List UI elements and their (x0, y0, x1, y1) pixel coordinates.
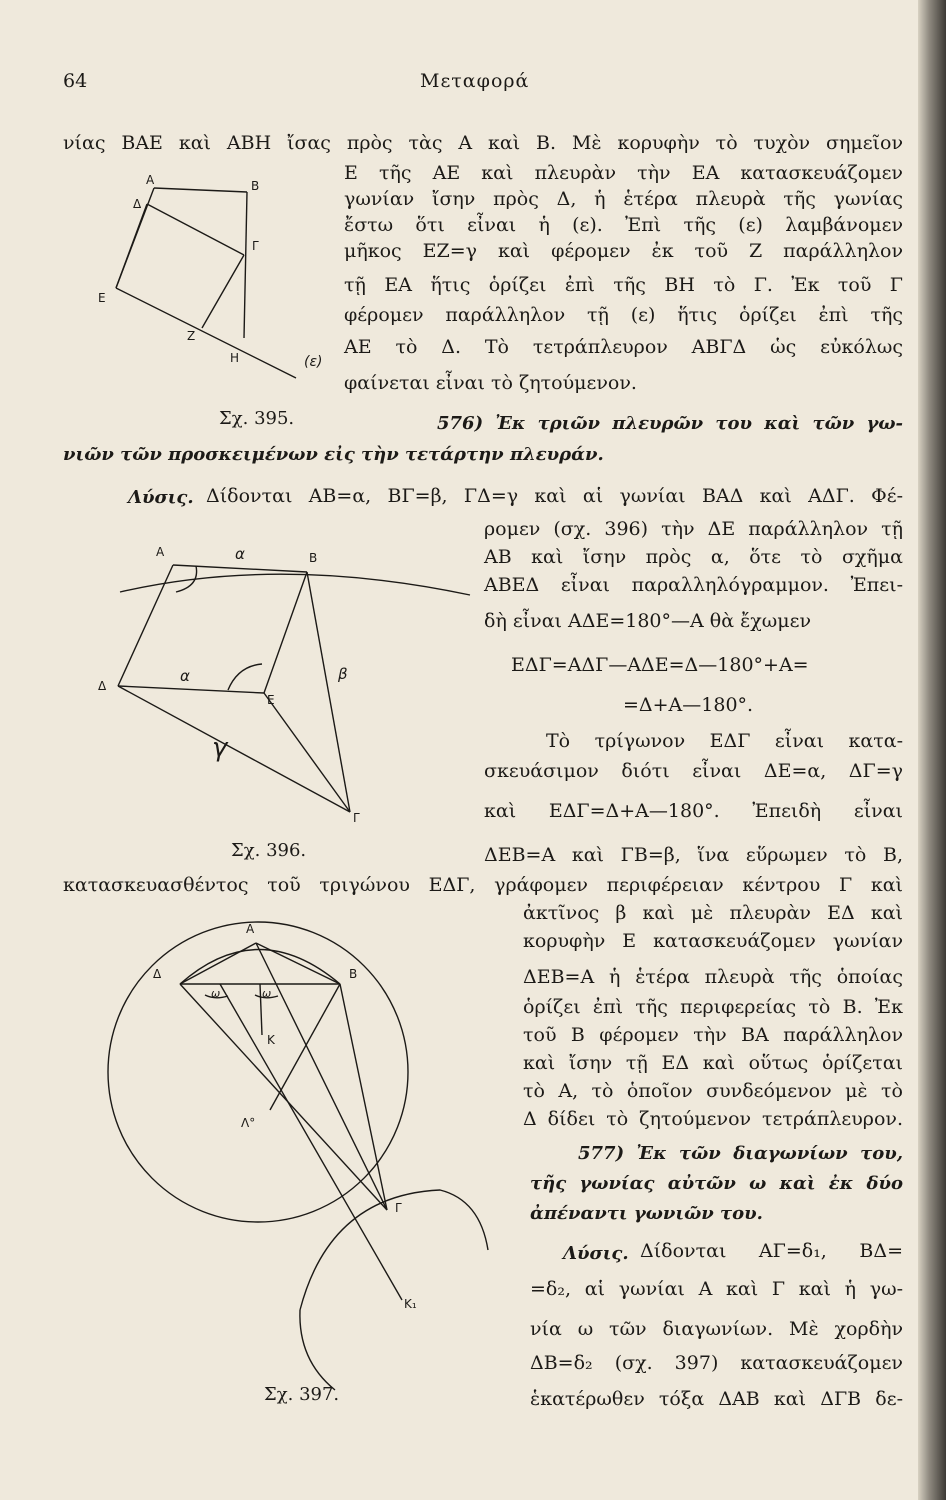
fig397-line-k1 (220, 984, 402, 1300)
text-line-4: ἔστω ὅτι εἶναι ἡ (ε). Ἐπὶ τῆς (ε) λαμβάνομεν (344, 214, 903, 236)
fig395-label-epsilon: (ε) (304, 354, 323, 370)
text-line-30: τὸ Α, τὸ ὁποῖον συνδεόμενον μὲ τὸ (523, 1080, 903, 1102)
fig397-label-b: B (349, 967, 358, 981)
text-line-6: τῇ ΕΑ ἥτις ὁρίζει ἐπὶ τῆς ΒΗ τὸ Γ. Ἐκ τοῦ Γ (344, 274, 903, 296)
text-line-8: ΑΕ τὸ Δ. Τὸ τετράπλευρον ΑΒΓΔ ὡς εὐκόλως (344, 336, 903, 358)
fig397-label-w1: ω (211, 987, 221, 1000)
text-line-29: καὶ ἴσην τῇ ΕΔ καὶ οὕτως ὁρίζεται (523, 1052, 903, 1074)
equation-2: =Δ+Α—180°. (623, 694, 754, 716)
problem-576-title-cont: νιῶν τῶν προσκειμένων εἰς τὴν τετάρτην πλευράν. (63, 444, 604, 465)
fig397-line-ab (256, 943, 340, 984)
running-title: Μεταφορά (420, 70, 530, 92)
solution-label-577: Λύσις. (563, 1243, 629, 1264)
fig397-label-k1: K₁ (404, 1297, 417, 1311)
problem-577-title-cont: τῆς γωνίας αὐτῶν ω καὶ ἐκ δύο (530, 1173, 903, 1194)
fig396-label-b: B (309, 551, 318, 565)
text-line-20: σκευάσιμον διότι εἶναι ΔΕ=α, ΔΓ=γ (484, 760, 903, 782)
text-line-14: ΑΒ καὶ ἴσην πρὸς α, ὅτε τὸ σχῆμα (484, 546, 903, 568)
fig396-label-e: E (267, 693, 275, 707)
text-line-39: ἑκατέρωθεν τόξα ΔΑΒ καὶ ΔΓΒ δε- (530, 1388, 903, 1410)
fig396-label-alpha-mid: α (180, 667, 190, 685)
text-line-37: νία ω τῶν διαγωνίων. Μὲ χορδὴν (530, 1318, 903, 1340)
fig395-label-e: E (98, 291, 106, 305)
equation-1: ΕΔΓ=ΑΔΓ—ΑΔΕ=Δ—180°+Α= (511, 654, 809, 676)
fig397-arc-lower-right (300, 1190, 488, 1310)
figure-395-caption: Σχ. 395. (219, 408, 295, 429)
fig395-label-a: A (146, 173, 155, 187)
text-line-25: κορυφὴν Ε κατασκευάζομεν γωνίαν (523, 930, 903, 952)
fig397-line-bg (340, 984, 387, 1210)
fig395-label-b: B (251, 179, 260, 193)
text-line-27: ὁρίζει ἐπὶ τῆς περιφερείας τὸ Β. Ἐκ (523, 996, 903, 1018)
text-line-36: =δ₂, αἱ γωνίαι Α καὶ Γ καὶ ἡ γω- (530, 1278, 903, 1300)
text-line-12: Δίδονται ΑΒ=α, ΒΓ=β, ΓΔ=γ καὶ αἱ γωνίαι ΒΑΔ καὶ ΑΔΓ. Φέ- (206, 485, 903, 507)
figure-397-caption: Σχ. 397. (264, 1384, 340, 1405)
text-line-2: Ε τῆς ΑΕ καὶ πλευρὰν τὴν ΕΑ κατασκευάζομεν (344, 162, 903, 184)
text-line-9: φαίνεται εἶναι τὸ ζητούμενον. (344, 372, 637, 394)
fig397-label-d: Δ (153, 967, 162, 981)
fig397-line-ag (256, 943, 387, 1210)
text-line-3: γωνίαν ἴσην πρὸς Δ, ἡ ἑτέρα πλευρὰ τῆς γωνίας (344, 188, 903, 210)
page-number: 64 (63, 70, 88, 92)
fig397-label-w2: ω (262, 987, 272, 1000)
fig397-label-lambda: Λ° (241, 1116, 256, 1130)
problem-577-title-end: ἀπέναντι γωνιῶν του. (530, 1203, 763, 1224)
fig397-line-da (180, 943, 256, 984)
fig395-label-d: Δ (133, 197, 142, 211)
text-line-19: Τὸ τρίγωνον ΕΔΓ εἶναι κατα- (546, 730, 903, 752)
text-line-38: ΔΒ=δ₂ (σχ. 397) κατασκευάζομεν (530, 1352, 903, 1374)
fig396-label-d: Δ (98, 679, 107, 693)
text-line-5: μῆκος ΕΖ=γ καὶ φέρομεν ἐκ τοῦ Ζ παράλληλον (344, 240, 903, 262)
fig396-label-beta: β (338, 665, 348, 683)
problem-576-title: 576) Ἐκ τριῶν πλευρῶν του καὶ τῶν γω- (437, 413, 903, 434)
fig397-label-g: Γ (395, 1201, 402, 1215)
fig397-line-dg (180, 984, 387, 1210)
fig397-label-a: A (246, 922, 255, 936)
fig397-arc-lower-left (300, 1310, 335, 1390)
text-line-21: καὶ ΕΔΓ=Δ+Α—180°. Ἐπειδὴ εἶναι (484, 800, 903, 822)
text-line-23: κατασκευασθέντος τοῦ τριγώνου ΕΔΓ, γράφομεν περιφέρειαν κέντρου Γ καὶ (63, 874, 903, 896)
fig396-label-g: Γ (353, 811, 360, 825)
fig396-label-alpha-top: α (235, 545, 245, 563)
text-line-1: νίας ΒΑΕ καὶ ΑΒΗ ἴσας πρὸς τὰς Α καὶ Β. Μὲ κορυφὴν τὸ τυχὸν σημεῖον (63, 132, 903, 154)
fig395-label-h: H (230, 351, 240, 365)
fig395-label-z: Z (187, 329, 196, 343)
solution-label-576: Λύσις. (128, 487, 194, 508)
fig396-label-gamma: γ (212, 733, 228, 763)
text-line-28: τοῦ Β φέρομεν τὴν ΒΑ παράλληλον (523, 1024, 903, 1046)
fig397-label-k: K (267, 1033, 275, 1047)
fig395-label-g: Γ (252, 239, 259, 253)
text-line-35: Δίδονται ΑΓ=δ₁, ΒΔ= (640, 1240, 903, 1262)
text-line-22: ΔΕΒ=Α καὶ ΓΒ=β, ἵνα εὕρωμεν τὸ Β, (484, 844, 903, 866)
figure-396-caption: Σχ. 396. (231, 840, 307, 861)
text-line-24: ἀκτῖνος β καὶ μὲ πλευρὰν ΕΔ καὶ (523, 902, 903, 924)
problem-577-title: 577) Ἐκ τῶν διαγωνίων του, (578, 1143, 903, 1164)
text-line-31: Δ δίδει τὸ ζητούμενον τετράπλευρον. (523, 1108, 903, 1130)
text-line-16: δὴ εἶναι ΑΔΕ=180°—Α θὰ ἔχωμεν (484, 610, 812, 632)
fig397-arc-dab (180, 950, 340, 985)
text-line-13: ρομεν (σχ. 396) τὴν ΔΕ παράλληλον τῇ (484, 518, 903, 540)
text-line-15: ΑΒΕΔ εἶναι παραλληλόγραμμον. Ἐπει- (484, 574, 903, 596)
text-line-26: ΔΕΒ=Α ἡ ἑτέρα πλευρὰ τῆς ὁποίας (523, 966, 903, 988)
fig396-label-a: A (156, 545, 165, 559)
fig397-line-bk (270, 984, 340, 1110)
text-line-7: φέρομεν παράλληλον τῇ (ε) ἥτις ὁρίζει ἐπὶ τῆς (344, 304, 903, 326)
